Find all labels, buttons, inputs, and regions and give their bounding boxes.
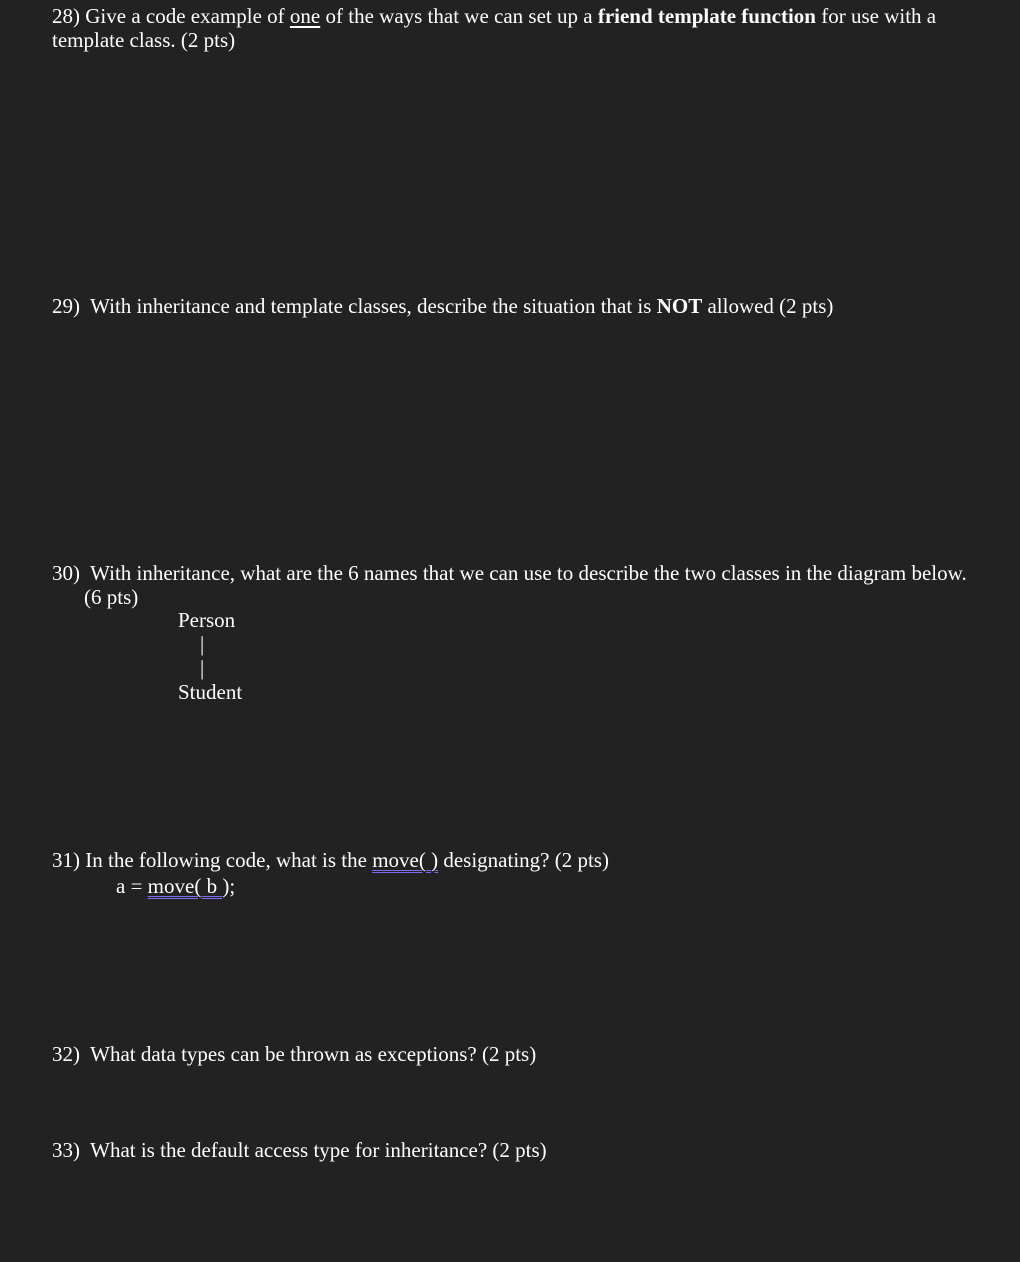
diagram-connector: | xyxy=(200,632,205,656)
code-snippet xyxy=(116,874,235,898)
question-28-line-2: template class. (2 pts) xyxy=(52,28,236,52)
question-text: What is the default access type for inheritance? (2 pts) xyxy=(90,1138,547,1162)
question-text: What data types can be thrown as exceptions? (2 pts) xyxy=(90,1042,537,1066)
question-number: 33) xyxy=(52,1138,80,1162)
question-29 xyxy=(52,294,833,318)
emphasis-bold: friend template function xyxy=(597,4,816,28)
emphasis-underline: move( ) xyxy=(372,848,439,872)
diagram-connector: | xyxy=(200,656,205,680)
question-number: 31) xyxy=(52,848,80,872)
question-text: allowed (2 pts) xyxy=(702,294,834,318)
inheritance-diagram xyxy=(178,608,242,704)
question-text: With inheritance, what are the 6 names that we can use to describe the two classes in the diagram below. xyxy=(90,561,967,585)
diagram-derived-class: Student xyxy=(178,680,243,704)
question-32 xyxy=(52,1042,536,1066)
question-text: With inheritance and template classes, describe the situation that is xyxy=(90,294,657,318)
code-underlined: move( b xyxy=(147,874,223,898)
question-text: In the following code, what is the xyxy=(85,848,373,872)
question-number: 30) xyxy=(52,561,80,585)
question-28 xyxy=(52,4,936,52)
diagram-base-class: Person xyxy=(178,608,236,632)
code-suffix: ); xyxy=(222,874,236,898)
question-33 xyxy=(52,1138,547,1162)
question-30-line-1 xyxy=(52,561,967,585)
question-text: Give a code example of xyxy=(85,4,290,28)
emphasis-underline: one xyxy=(289,4,321,28)
question-points: (6 pts) xyxy=(84,585,139,609)
question-30-line-2 xyxy=(52,585,967,609)
question-text: for use with a xyxy=(815,4,937,28)
question-number: 28) xyxy=(52,4,80,28)
emphasis-bold: NOT xyxy=(656,294,703,318)
question-text: of the ways that we can set up a xyxy=(320,4,598,28)
question-text: designating? (2 pts) xyxy=(438,848,609,872)
code-prefix: a = xyxy=(116,874,148,898)
question-number: 29) xyxy=(52,294,80,318)
question-number: 32) xyxy=(52,1042,80,1066)
question-31 xyxy=(52,848,609,872)
question-30 xyxy=(52,561,967,609)
question-28-line-1 xyxy=(52,4,936,28)
